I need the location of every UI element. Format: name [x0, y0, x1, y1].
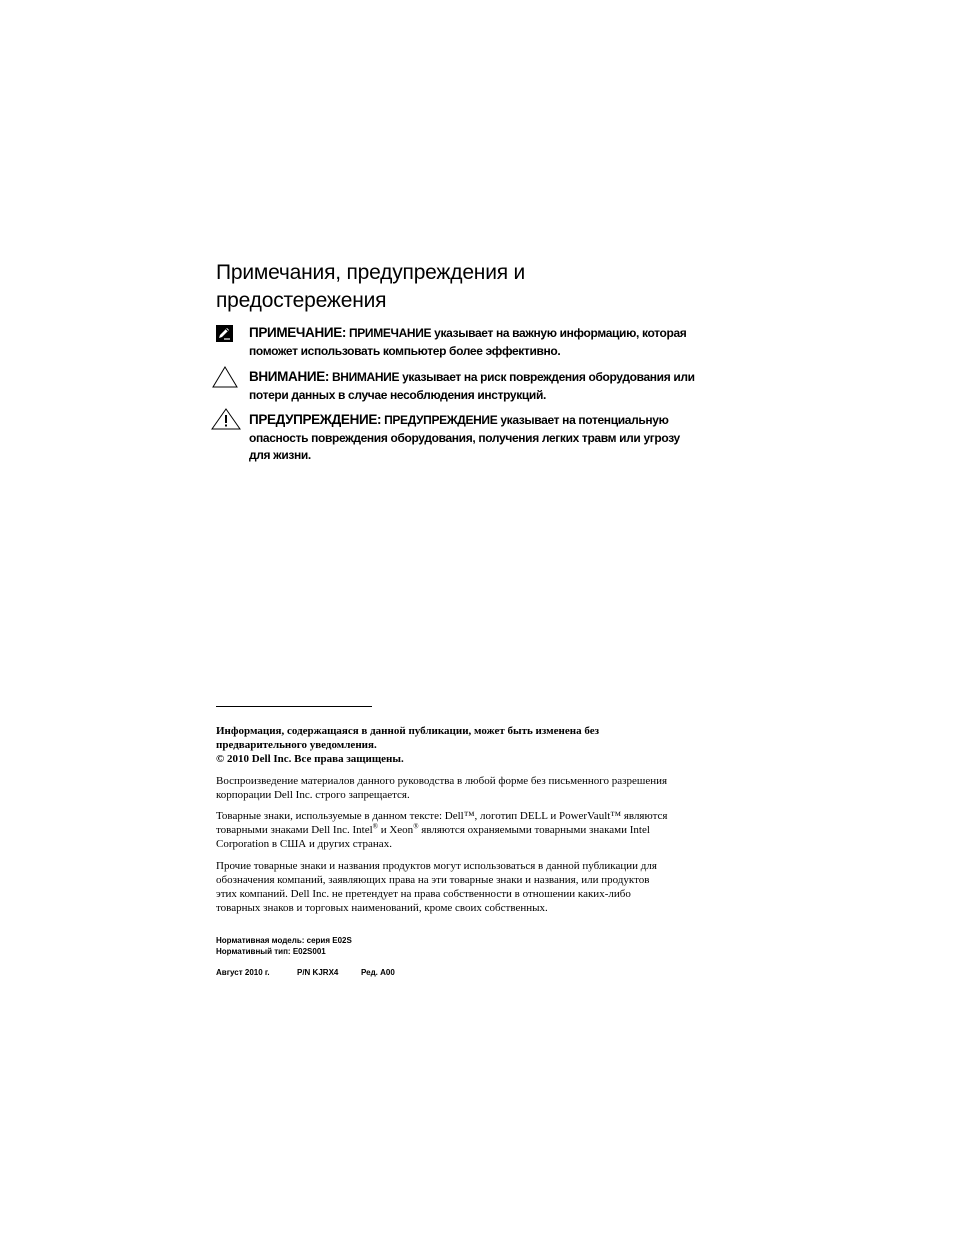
change-notice-line2: предварительного уведомления.	[216, 739, 377, 751]
regulatory-model: Нормативная модель: серия E02S	[216, 936, 352, 945]
other-line4: товарных знаков и торговых наименований, кроме своих собственных.	[216, 902, 548, 914]
caution-notice	[215, 368, 735, 404]
reproduction-line1: Воспроизведение материалов данного руководства в любой форме без письменного разрешения	[216, 775, 668, 787]
other-line2: обозначения компаний, заявляющих права на эти товарные знаки и названия, или продуктов	[216, 874, 650, 886]
regulatory-info	[216, 935, 352, 957]
other-line3: этих компаний. Dell Inc. не претендует на права собственности в отношении каких-либо	[216, 888, 631, 900]
other-line1: Прочие товарные знаки и названия продуктов могут использоваться в данной публикации для	[216, 860, 657, 872]
reproduction-line2: корпорации Dell Inc. строго запрещается.	[216, 789, 410, 801]
part-number: P/N KJRX4	[297, 968, 339, 977]
trademark-line2b: и Xeon	[377, 824, 414, 836]
warning-label: ПРЕДУПРЕЖДЕНИЕ:	[249, 412, 382, 427]
note-notice	[215, 324, 735, 360]
warning-keyword: ПРЕДУПРЕЖДЕНИЕ	[384, 413, 498, 427]
regulatory-type: Нормативный тип: E02S001	[216, 947, 326, 956]
footnote-divider	[216, 706, 372, 707]
warning-text-line3: для жизни.	[249, 448, 311, 462]
page-title	[216, 259, 736, 315]
caution-text-line2: потери данных в случае несоблюдения инструкций.	[249, 387, 546, 402]
trademark-line2c: являются охраняемыми товарными знаками Intel	[418, 824, 650, 836]
page-title-line1: Примечания, предупреждения и	[216, 261, 526, 284]
caution-label: ВНИМАНИЕ:	[249, 369, 329, 384]
trademark-line2a: товарными знаками Dell Inc. Intel	[216, 824, 373, 836]
warning-text-line2: опасность повреждения оборудования, получения легких травм или угрозу	[249, 430, 680, 445]
warning-exclamation-icon	[215, 411, 241, 435]
note-text-line2: поможет использовать компьютер более эффективно.	[249, 343, 561, 358]
trademark-paragraph	[216, 809, 716, 851]
trademark-line1: Товарные знаки, используемые в данном тексте: Dell™, логотип DELL и PowerVault™ являются	[216, 810, 668, 822]
caution-keyword: ВНИМАНИЕ	[331, 370, 400, 384]
publication-footer	[216, 967, 395, 978]
warning-text-line1: указывает на потенциальную	[497, 413, 669, 427]
note-keyword: ПРИМЕЧАНИЕ	[348, 326, 432, 340]
page-title-line2: предостережения	[216, 289, 387, 312]
caution-text-line1: указывает на риск повреждения оборудования или	[399, 370, 695, 384]
registered-mark: ®	[413, 822, 419, 831]
other-trademarks-paragraph	[216, 859, 716, 915]
change-notice	[216, 724, 716, 766]
change-notice-line1: Информация, содержащаяся в данной публикации, может быть изменена без	[216, 725, 600, 737]
publication-date: Август 2010 г.	[216, 968, 270, 977]
registered-mark: ®	[372, 822, 378, 831]
revision: Ред. A00	[361, 968, 395, 977]
note-pencil-icon	[215, 324, 234, 348]
warning-notice	[215, 411, 735, 465]
note-text-line1: указывает на важную информацию, которая	[431, 326, 687, 340]
trademark-line3: Corporation в США и других странах.	[216, 838, 392, 850]
caution-triangle-icon	[215, 368, 238, 393]
note-label: ПРИМЕЧАНИЕ:	[249, 325, 346, 340]
copyright: © 2010 Dell Inc. Все права защищены.	[216, 753, 404, 765]
reproduction-paragraph	[216, 774, 716, 802]
